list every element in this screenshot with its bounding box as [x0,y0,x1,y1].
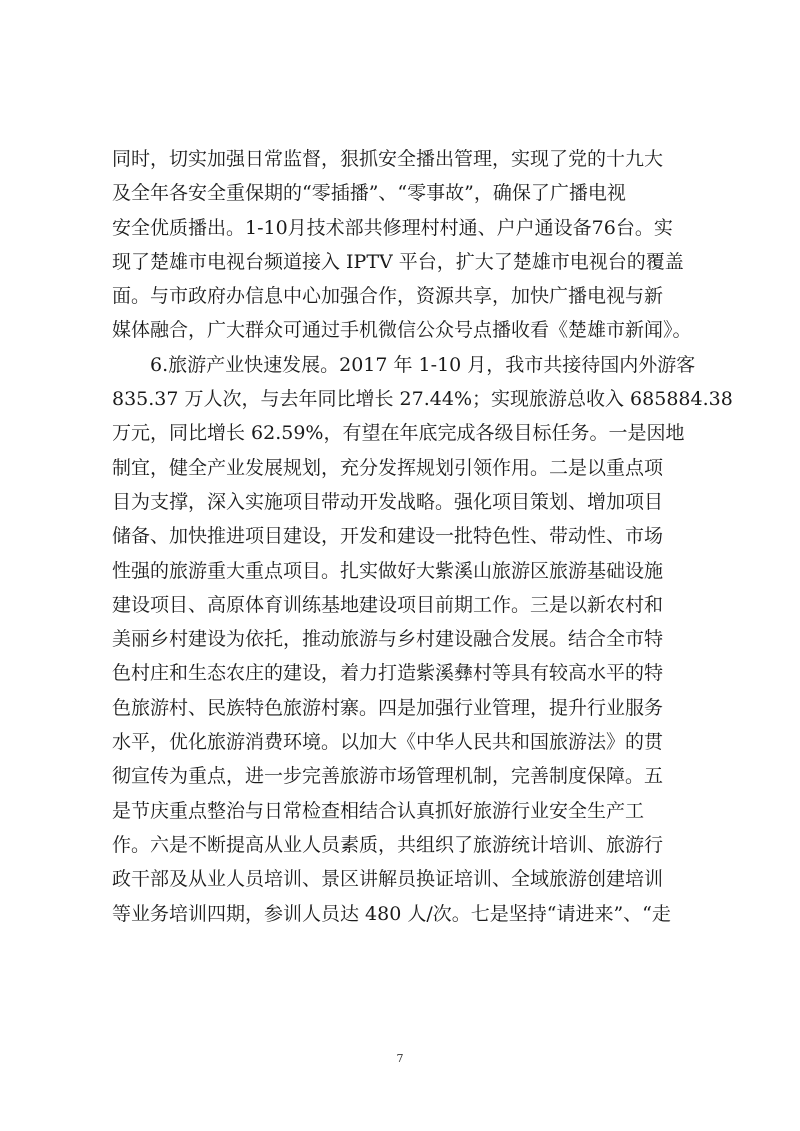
text-line: 同时，切实加强日常监督，狠抓安全播出管理，实现了党的十九大 [112,148,664,170]
text-line: 万元，同比增长 62.59%，有望在年底完成各级目标任务。一是因地 [112,422,685,445]
text-line: 媒体融合，广大群众可通过手机微信公众号点播收看《楚雄市新闻》。 [112,319,692,342]
text-line: 建设项目、高原体育训练基地建设项目前期工作。三是以新农村和 [112,593,664,616]
text-line: 目为支撑，深入实施项目带动开发战略。强化项目策划、增加项目 [112,490,664,513]
page-number: 7 [396,1052,404,1065]
text-line: 制宜，健全产业发展规划，充分发挥规划引领作用。二是以重点项 [112,456,664,479]
text-line: 安全优质播出。1-10月技术部共修理村村通、户户通设备76台。实 [112,216,673,239]
body-text [112,142,733,931]
text-line: 6.旅游产业快速发展。2017 年 1-10 月，我市共接待国内外游客 [150,353,696,376]
text-line: 是节庆重点整治与日常检查相结合认真抓好旅游行业安全生产工 [112,799,645,822]
text-line: 美丽乡村建设为依托，推动旅游与乡村建设融合发展。结合全市特 [112,628,664,651]
text-line: 现了楚雄市电视台频道接入 IPTV 平台，扩大了楚雄市电视台的覆盖 [112,250,684,273]
text-line: 性强的旅游重大重点项目。扎实做好大紫溪山旅游区旅游基础设施 [112,559,664,582]
text-line: 作。六是不断提高从业人员素质，共组织了旅游统计培训、旅游行 [112,833,664,856]
text-line: 政干部及从业人员培训、景区讲解员换证培训、全域旅游创建培训 [112,868,664,891]
text-line: 及全年各安全重保期的“零插播”、“零事故”，确保了广播电视 [112,182,626,205]
text-line: 色旅游村、民族特色旅游村寨。四是加强行业管理，提升行业服务 [112,696,664,719]
text-line: 835.37 万人次，与去年同比增长 27.44%；实现旅游总收入 685884.38 [112,388,733,411]
text-line: 储备、加快推进项目建设，开发和建设一批特色性、带动性、市场 [112,525,664,548]
text-line: 彻宣传为重点，进一步完善旅游市场管理机制，完善制度保障。五 [112,765,664,788]
text-line: 水平，优化旅游消费环境。以加大《中华人民共和国旅游法》的贯 [112,731,664,754]
text-line: 等业务培训四期，参训人员达 480 人/次。七是坚持“请进来”、“走 [112,902,671,925]
text-line: 面。与市政府办信息中心加强合作，资源共享，加快广播电视与新 [112,285,664,308]
text-line: 色村庄和生态农庄的建设，着力打造紫溪彝村等具有较高水平的特 [112,662,664,685]
